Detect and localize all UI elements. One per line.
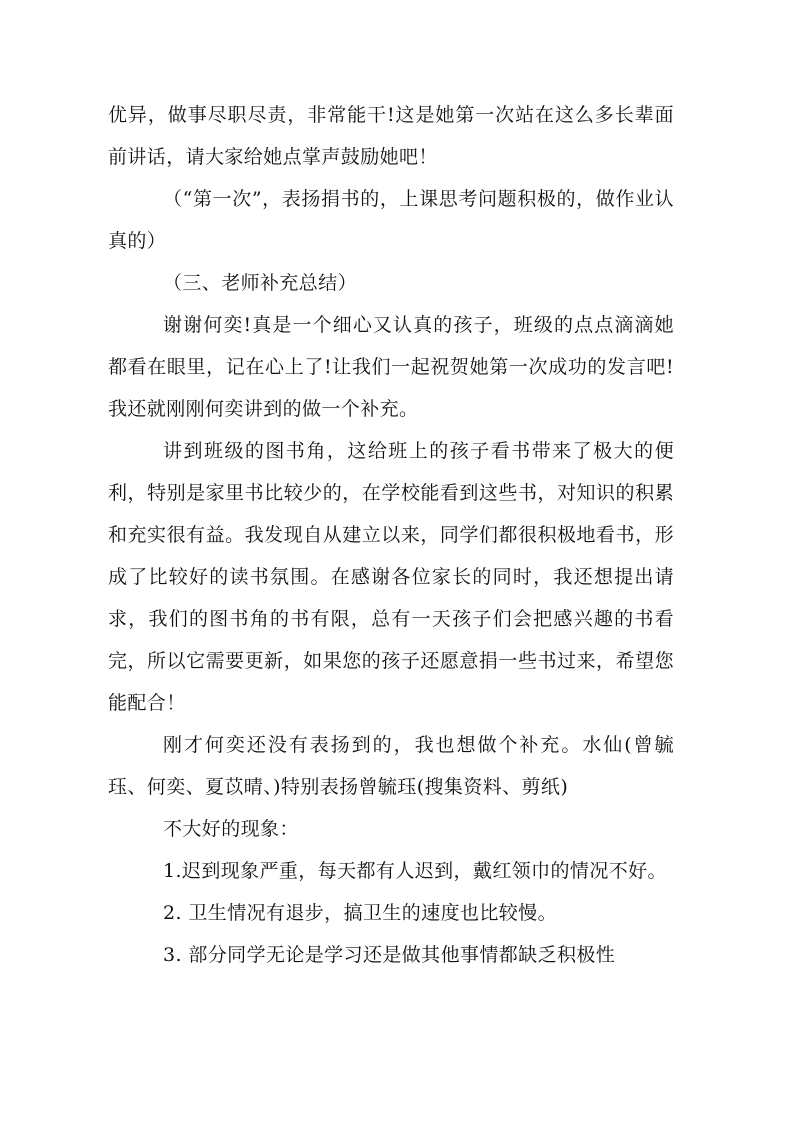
paragraph-7: 不大好的现象： [163, 818, 299, 840]
paragraph-6: 刚才何奕还没有表扬到的，我也想做个补充。水仙(曾毓珏、何奕、夏苡晴、)特别表扬曾毓珏(搜集资料、剪纸) [108, 734, 674, 798]
paragraph-9: 2. 卫生情况有退步，搞卫生的速度也比较慢。 [163, 902, 557, 924]
document-body [108, 94, 674, 976]
paragraph-1: 优异，做事尽职尽责，非常能干!这是她第一次站在这么多长辈面前讲话，请大家给她点掌声鼓励她吧！ [108, 104, 674, 168]
paragraph-2: （“第一次”，表扬捐书的，上课思考问题积极的，做作业认真的） [108, 188, 674, 252]
paragraph-3: （三、老师补充总结） [163, 272, 358, 294]
paragraph-8: 1.迟到现象严重，每天都有人迟到，戴红领巾的情况不好。 [163, 860, 667, 882]
paragraph-10: 3. 部分同学无论是学习还是做其他事情都缺乏积极性 [163, 944, 616, 966]
paragraph-5: 讲到班级的图书角，这给班上的孩子看书带来了极大的便利，特别是家里书比较少的，在学校能看到这些书，对知识的积累和充实很有益。我发现自从建立以来，同学们都很积极地看书，形成了比较好的读书氛围。在感谢各位家长的同时，我还想提出请求，我们的图书角的书有限，总有一天孩子们会把感兴趣的书看完，所以它需要更新，如果您的孩子还愿意捐一些书过来，希望您能配合！ [108, 440, 674, 714]
paragraph-4: 谢谢何奕!真是一个细心又认真的孩子，班级的点点滴滴她都看在眼里，记在心上了!让我们一起祝贺她第一次成功的发言吧!我还就刚刚何奕讲到的做一个补充。 [108, 314, 674, 420]
